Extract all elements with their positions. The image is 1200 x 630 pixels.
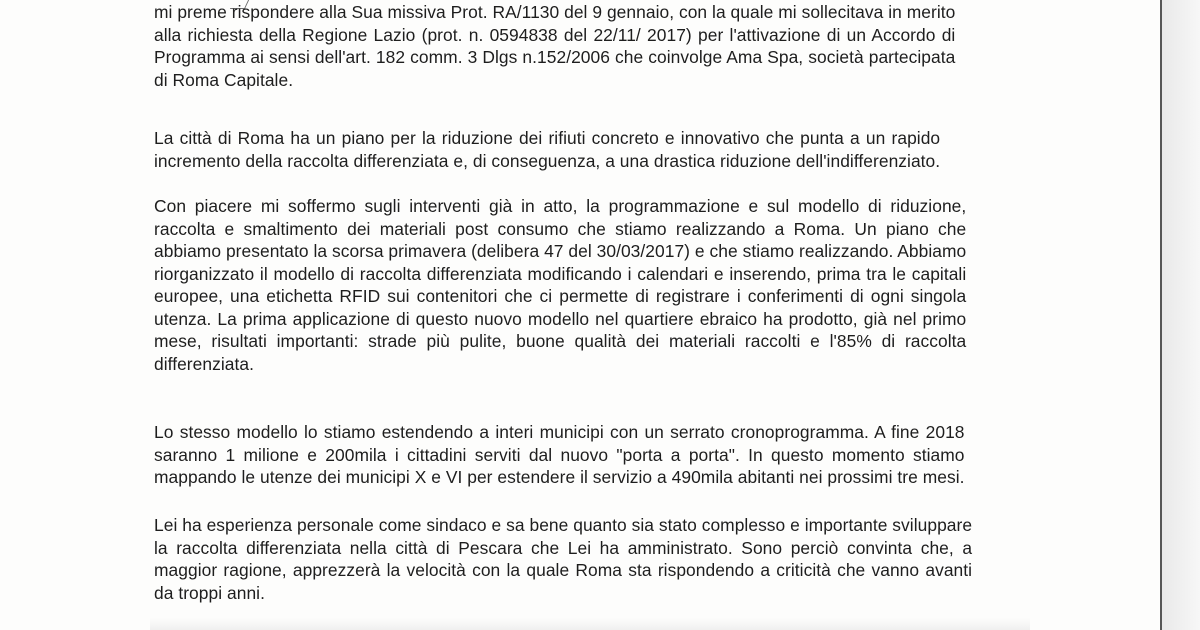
paragraph-pescara	[154, 514, 972, 604]
text-line: Programma ai sensi dell'art. 182 comm. 3 Dlgs n.152/2006 che coinvolge Ama Spa, società partecipata	[154, 47, 956, 67]
text-line: differenziata.	[154, 353, 254, 374]
text-line: europee, una etichetta RFID sui contenitori che ci permette di registrare i conferimenti di ogni singola	[154, 286, 967, 306]
text-line: Lo stesso modello lo stiamo estendendo a interi municipi con un serrato cronoprogramma. A fine 2018	[154, 422, 965, 442]
text-line: utenza. La prima applicazione di questo nuovo modello nel quartiere ebraico ha prodotto, già nel primo	[154, 308, 967, 329]
text-line: raccolta e smaltimento dei materiali post consumo che stiamo realizzando a Roma. Un piano che	[154, 218, 967, 239]
paragraph-extension	[154, 421, 965, 489]
text-line: abbiamo presentato la scorsa primavera (delibera 47 del 30/03/2017) e che stiamo realizzando. Abbiamo	[154, 241, 967, 261]
text-line: alla richiesta della Regione Lazio (prot. n. 0594838 del 22/11/ 2017) per l'attivazione di un Accordo di	[154, 24, 956, 45]
text-line: saranno 1 milione e 200mila i cittadini serviti dal nuovo "porta a porta". In questo momento stiamo	[154, 444, 965, 465]
text-line: maggior ragione, apprezzerà la velocità con la quale Roma sta rispondendo a criticità che vanno avanti	[154, 560, 973, 580]
text-line: da troppi anni.	[154, 582, 265, 603]
text-line: mi preme rispondere alla Sua missiva Prot. RA/1130 del 9 gennaio, con la quale mi sollecitava in merito	[154, 2, 956, 22]
text-line: riorganizzato il modello di raccolta differenziata modificando i calendari e inserendo, prima tra le capitali	[154, 263, 967, 284]
text-line: la raccolta differenziata nella città di Pescara che Lei ha amministrato. Sono perciò convinta che, a	[154, 537, 973, 558]
paragraph-waste-plan	[154, 127, 940, 172]
text-line: Con piacere mi soffermo sugli interventi già in atto, la programmazione e sul modello di riduzione,	[154, 196, 967, 216]
text-line: mappando le utenze dei municipi X e VI per estendere il servizio a 490mila abitanti nei prossimi tre mesi.	[154, 467, 965, 487]
page-edge-shadow	[1162, 0, 1200, 630]
text-line: incremento della raccolta differenziata e, di conseguenza, a una drastica riduzione dell'indifferenziato.	[154, 150, 941, 171]
paragraph-reply-intro	[154, 1, 955, 91]
text-line: di Roma Capitale.	[154, 69, 294, 90]
scan-bottom-shadow	[150, 618, 1030, 630]
text-line: Lei ha esperienza personale come sindaco e sa bene quanto sia stato complesso e importante sviluppare	[154, 515, 973, 535]
text-line: La città di Roma ha un piano per la riduzione dei rifiuti concreto e innovativo che punta a un rapido	[154, 128, 941, 148]
paragraph-interventions	[154, 195, 966, 375]
text-line: mese, risultati importanti: strade più pulite, buone qualità dei materiali raccolti e l'85% di raccolta	[154, 331, 967, 351]
